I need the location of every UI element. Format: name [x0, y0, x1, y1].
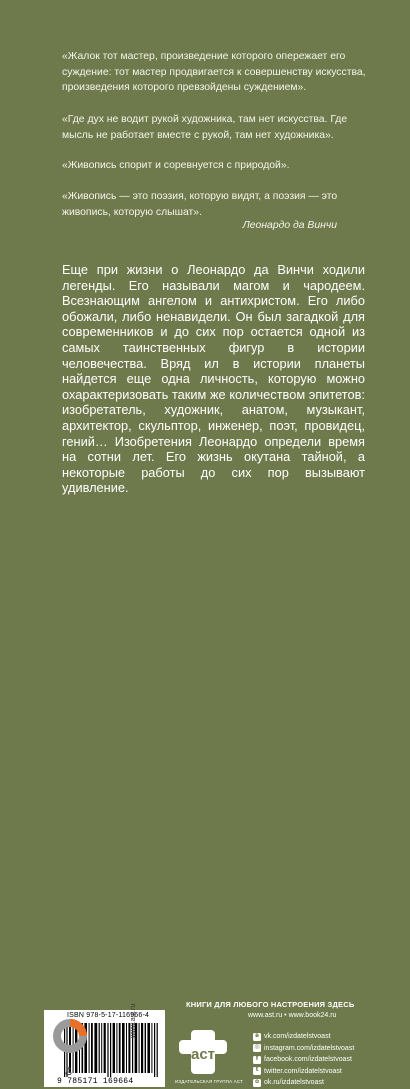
quote-3: «Живопись спорит и соревнуется с природой».: [62, 160, 290, 171]
ast-logo-text: аст: [190, 1046, 216, 1063]
age-rating: 0+: [64, 1066, 74, 1076]
social-row-twitter[interactable]: [253, 1066, 354, 1078]
social-twitter-text: twitter.com/izdatelstvoast: [264, 1067, 342, 1075]
social-row-ok[interactable]: [253, 1077, 354, 1089]
isbn-digits: 9 785171 169664: [57, 1077, 134, 1086]
social-vk-text: vk.com/izdatelstvoast: [264, 1033, 331, 1041]
social-facebook-text: facebook.com/izdatelstvoast: [264, 1056, 352, 1064]
quote-2: «Где дух не водит рукой художника, там нет искусства. Где мысль не работает вместе с рукой, там нет художника».: [62, 114, 348, 141]
social-row-facebook[interactable]: [253, 1054, 354, 1066]
odnoklassniki-icon: о: [254, 1077, 260, 1085]
isbn-label: ISBN 978-5-17-116966-4: [67, 1012, 150, 1019]
back-cover-footer: [0, 498, 410, 1087]
circle-logo-icon: [52, 1018, 88, 1054]
site-links[interactable]: www.ast.ru • www.book24.ru: [248, 1012, 337, 1019]
site-vertical: www.ast.ru: [130, 1003, 137, 1038]
publisher-caption: ИЗДАТЕЛЬСКАЯ ГРУППА АСТ: [175, 1079, 243, 1084]
book-description: Еще при жизни о Леонардо да Винчи ходили легенды. Его называли магом и чародеем. Всезнающим ангелом и антихристом. Его либо обожали, либо ненавидели. Он был загадкой для современников и до сих пор остается одной из самых таинственных фигур в истории человечества. Вряд ил в истории планеты найдется еще одна личность, которую можно охарактеризовать таким же количеством эпитетов: изобретатель, художник, анатом, музыкант, архитектор, скульптор, инженер, поэт, провидец, гений… Изобретения Леонардо определи время на сотни лет. Его жизнь окутана тайной, а некоторые работы до сих пор вызывают удивление.: [62, 262, 365, 496]
slogan: КНИГИ ДЛЯ ЛЮБОГО НАСТРОЕНИЯ ЗДЕСЬ: [186, 1000, 355, 1009]
instagram-icon: ◎: [254, 1043, 260, 1051]
quotes-section: [0, 0, 410, 232]
quote-author: Леонардо да Винчи: [242, 220, 337, 231]
ast-logo-icon: [175, 1028, 231, 1076]
vk-icon: в: [253, 1033, 261, 1041]
social-row-instagram[interactable]: [253, 1043, 354, 1055]
social-instagram-text: instagram.com/izdatelstvoast: [264, 1044, 355, 1052]
social-links: [253, 1031, 354, 1089]
social-row-vk[interactable]: [253, 1031, 354, 1043]
facebook-icon: f: [253, 1056, 261, 1064]
quote-1: «Жалок тот мастер, произведение которого опережает его суждение: тот мастер продвигается к совершенству искусства, произведения которого превзойдены суждением».: [62, 51, 366, 93]
quote-4: «Живопись — это поэзия, которую видят, а поэзия — это живопись, которую слышат».: [62, 191, 338, 218]
twitter-icon: t: [253, 1067, 261, 1075]
social-ok-text: ok.ru/izdatelstvoast: [264, 1079, 324, 1087]
